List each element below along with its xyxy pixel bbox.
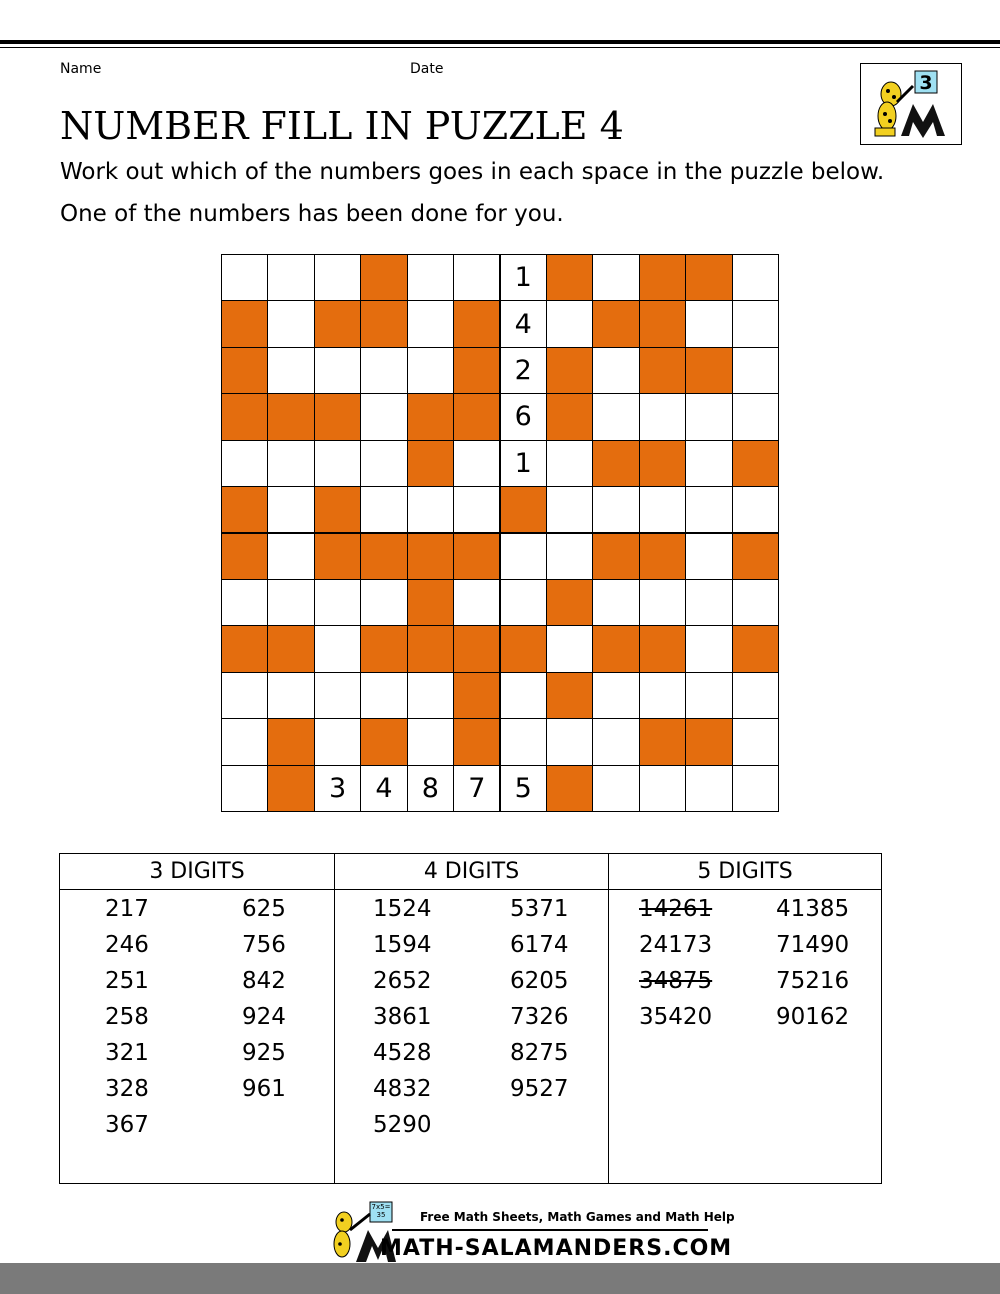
filled-digit-cell[interactable]: 7 (453, 765, 500, 812)
list-number: 71490 (776, 932, 850, 958)
puzzle-cell[interactable] (592, 672, 639, 719)
blocked-cell (732, 533, 779, 580)
puzzle-cell[interactable] (407, 254, 454, 301)
blocked-cell (267, 765, 314, 812)
puzzle-cell[interactable] (732, 254, 779, 301)
blocked-cell (639, 718, 686, 765)
puzzle-cell[interactable] (685, 625, 732, 672)
list-number: 35420 (639, 1004, 713, 1030)
blocked-cell (453, 625, 500, 672)
puzzle-cell[interactable] (732, 347, 779, 394)
list-number: 625 (242, 896, 286, 922)
instruction-line-1: Work out which of the numbers goes in each space in the puzzle below. (60, 159, 885, 185)
puzzle-cell[interactable] (685, 765, 732, 812)
puzzle-cell[interactable] (221, 718, 268, 765)
list-number: 924 (242, 1004, 286, 1030)
puzzle-cell[interactable] (267, 672, 314, 719)
puzzle-cell[interactable] (453, 440, 500, 487)
blocked-cell (360, 533, 407, 580)
footer-rule (392, 1229, 708, 1231)
blocked-cell (314, 300, 361, 347)
name-label: Name (60, 61, 102, 77)
blocked-cell (407, 533, 454, 580)
list-number: 90162 (776, 1004, 850, 1030)
puzzle-cell[interactable] (267, 579, 314, 626)
blocked-cell (360, 718, 407, 765)
list-heading: 4 DIGITS (335, 854, 608, 890)
list-number: 756 (242, 932, 286, 958)
puzzle-cell[interactable] (546, 440, 593, 487)
puzzle-cell[interactable] (360, 347, 407, 394)
blocked-cell (685, 254, 732, 301)
puzzle-cell[interactable] (685, 300, 732, 347)
blocked-cell (221, 300, 268, 347)
blocked-cell (221, 533, 268, 580)
footer-tagline: Free Math Sheets, Math Games and Math Help (420, 1210, 735, 1224)
list-number: 217 (105, 896, 149, 922)
list-number: 41385 (776, 896, 850, 922)
list-number: 7326 (510, 1004, 569, 1030)
list-number: 3861 (373, 1004, 432, 1030)
blocked-cell (500, 625, 547, 672)
filled-digit-cell[interactable]: 8 (407, 765, 454, 812)
blocked-cell (639, 347, 686, 394)
list-number: 961 (242, 1076, 286, 1102)
list-number-used: 14261 (639, 896, 713, 922)
blocked-cell (453, 718, 500, 765)
puzzle-cell[interactable] (546, 300, 593, 347)
puzzle-cell[interactable] (732, 765, 779, 812)
puzzle-cell[interactable] (592, 765, 639, 812)
blocked-cell (546, 347, 593, 394)
blocked-cell (453, 300, 500, 347)
puzzle-cell[interactable] (500, 672, 547, 719)
puzzle-cell[interactable] (732, 579, 779, 626)
blocked-cell (546, 393, 593, 440)
puzzle-cell[interactable] (267, 486, 314, 533)
list-number: 842 (242, 968, 286, 994)
puzzle-cell[interactable] (592, 347, 639, 394)
filled-digit-cell[interactable]: 5 (500, 765, 547, 812)
list-number: 2652 (373, 968, 432, 994)
blocked-cell (407, 393, 454, 440)
instruction-line-2: One of the numbers has been done for you. (60, 201, 564, 227)
puzzle-cell[interactable] (546, 533, 593, 580)
puzzle-cell[interactable] (732, 718, 779, 765)
blocked-cell (221, 347, 268, 394)
puzzle-cell[interactable] (407, 718, 454, 765)
blocked-cell (407, 440, 454, 487)
puzzle-cell[interactable] (685, 486, 732, 533)
list-number: 258 (105, 1004, 149, 1030)
list-heading: 5 DIGITS (609, 854, 881, 890)
list-number: 9527 (510, 1076, 569, 1102)
puzzle-cell[interactable] (360, 672, 407, 719)
blocked-cell (267, 718, 314, 765)
puzzle-cell[interactable] (732, 393, 779, 440)
blocked-cell (360, 254, 407, 301)
list-number: 75216 (776, 968, 850, 994)
puzzle-cell[interactable] (453, 254, 500, 301)
grade-number: 3 (919, 72, 933, 94)
list-number-used: 34875 (639, 968, 713, 994)
puzzle-cell[interactable] (314, 440, 361, 487)
puzzle-cell[interactable] (407, 300, 454, 347)
puzzle-cell[interactable] (592, 393, 639, 440)
puzzle-cell[interactable] (221, 672, 268, 719)
puzzle-cell[interactable] (546, 718, 593, 765)
puzzle-cell[interactable] (314, 718, 361, 765)
list-number: 5290 (373, 1112, 432, 1138)
puzzle-cell[interactable] (639, 486, 686, 533)
puzzle-cell[interactable] (221, 254, 268, 301)
blocked-cell (685, 718, 732, 765)
salamander-logo-icon (861, 64, 961, 144)
list-number: 6205 (510, 968, 569, 994)
blocked-cell (314, 393, 361, 440)
puzzle-cell[interactable] (732, 486, 779, 533)
footer-logo-equation: 7x5= 35 (371, 1203, 391, 1219)
blocked-cell (267, 625, 314, 672)
grade-logo (860, 63, 962, 145)
blocked-cell (453, 533, 500, 580)
puzzle-cell[interactable] (267, 533, 314, 580)
list-number: 321 (105, 1040, 149, 1066)
puzzle-cell[interactable] (267, 440, 314, 487)
puzzle-cell[interactable] (592, 718, 639, 765)
list-number: 925 (242, 1040, 286, 1066)
puzzle-cell[interactable] (314, 579, 361, 626)
puzzle-cell[interactable] (732, 672, 779, 719)
puzzle-cell[interactable] (314, 347, 361, 394)
list-number: 1524 (373, 896, 432, 922)
footer-brand: MATH-SALAMANDERS.COM (380, 1236, 733, 1261)
blocked-cell (221, 486, 268, 533)
filled-digit-cell[interactable]: 6 (500, 393, 547, 440)
top-rule-thin (0, 47, 1000, 48)
list-number: 8275 (510, 1040, 569, 1066)
blocked-cell (453, 347, 500, 394)
blocked-cell (639, 533, 686, 580)
puzzle-cell[interactable] (685, 440, 732, 487)
list-number: 1594 (373, 932, 432, 958)
filled-digit-cell[interactable]: 4 (360, 765, 407, 812)
blocked-cell (221, 625, 268, 672)
puzzle-grid (221, 254, 778, 811)
blocked-cell (500, 486, 547, 533)
puzzle-cell[interactable] (500, 718, 547, 765)
puzzle-cell[interactable] (407, 486, 454, 533)
blocked-cell (221, 393, 268, 440)
puzzle-cell[interactable] (221, 440, 268, 487)
blocked-cell (639, 440, 686, 487)
puzzle-cell[interactable] (221, 579, 268, 626)
puzzle-cell[interactable] (732, 300, 779, 347)
blocked-cell (546, 672, 593, 719)
blocked-cell (546, 765, 593, 812)
puzzle-cell[interactable] (360, 393, 407, 440)
list-number: 367 (105, 1112, 149, 1138)
filled-digit-cell[interactable]: 1 (500, 254, 547, 301)
blocked-cell (453, 393, 500, 440)
blocked-cell (592, 300, 639, 347)
list-number: 251 (105, 968, 149, 994)
blocked-cell (639, 254, 686, 301)
blocked-cell (267, 393, 314, 440)
date-label: Date (410, 61, 444, 77)
filled-digit-cell[interactable]: 2 (500, 347, 547, 394)
puzzle-cell[interactable] (685, 579, 732, 626)
puzzle-cell[interactable] (685, 533, 732, 580)
blocked-cell (546, 579, 593, 626)
puzzle-cell[interactable] (453, 579, 500, 626)
puzzle-cell[interactable] (360, 579, 407, 626)
list-heading: 3 DIGITS (60, 854, 334, 890)
puzzle-cell[interactable] (314, 672, 361, 719)
blocked-cell (592, 533, 639, 580)
puzzle-cell[interactable] (500, 533, 547, 580)
puzzle-cell[interactable] (639, 579, 686, 626)
puzzle-cell[interactable] (267, 300, 314, 347)
blocked-cell (639, 625, 686, 672)
filled-digit-cell[interactable]: 3 (314, 765, 361, 812)
blocked-cell (360, 625, 407, 672)
puzzle-cell[interactable] (685, 672, 732, 719)
list-number: 4528 (373, 1040, 432, 1066)
puzzle-cell[interactable] (407, 347, 454, 394)
blocked-cell (546, 254, 593, 301)
puzzle-cell[interactable] (314, 625, 361, 672)
puzzle-cell[interactable] (592, 254, 639, 301)
filled-digit-cell[interactable]: 4 (500, 300, 547, 347)
list-number: 24173 (639, 932, 713, 958)
puzzle-cell[interactable] (546, 625, 593, 672)
puzzle-cell[interactable] (267, 347, 314, 394)
puzzle-cell[interactable] (407, 672, 454, 719)
list-5-digits (608, 854, 881, 1183)
puzzle-cell[interactable] (500, 579, 547, 626)
filled-digit-cell[interactable]: 1 (500, 440, 547, 487)
page-title: NUMBER FILL IN PUZZLE 4 (60, 104, 624, 148)
blocked-cell (732, 625, 779, 672)
blocked-cell (407, 579, 454, 626)
blocked-cell (592, 625, 639, 672)
blocked-cell (314, 486, 361, 533)
list-number: 328 (105, 1076, 149, 1102)
number-list-table (59, 853, 882, 1184)
blocked-cell (685, 347, 732, 394)
blocked-cell (732, 440, 779, 487)
puzzle-cell[interactable] (592, 579, 639, 626)
list-number: 5371 (510, 896, 569, 922)
puzzle-cell[interactable] (639, 765, 686, 812)
blocked-cell (407, 625, 454, 672)
puzzle-cell[interactable] (360, 486, 407, 533)
blocked-cell (639, 300, 686, 347)
blocked-cell (592, 440, 639, 487)
list-3-digits (60, 854, 334, 1183)
puzzle-cell[interactable] (360, 440, 407, 487)
puzzle-cell[interactable] (453, 486, 500, 533)
list-4-digits (334, 854, 608, 1183)
blocked-cell (360, 300, 407, 347)
puzzle-cell[interactable] (267, 254, 314, 301)
list-number: 4832 (373, 1076, 432, 1102)
puzzle-cell[interactable] (546, 486, 593, 533)
blocked-cell (314, 533, 361, 580)
puzzle-cell[interactable] (639, 672, 686, 719)
puzzle-cell[interactable] (314, 254, 361, 301)
list-number: 6174 (510, 932, 569, 958)
top-rule (0, 40, 1000, 44)
puzzle-cell[interactable] (221, 765, 268, 812)
list-number: 246 (105, 932, 149, 958)
puzzle-cell[interactable] (592, 486, 639, 533)
blocked-cell (453, 672, 500, 719)
puzzle-cell[interactable] (685, 393, 732, 440)
puzzle-cell[interactable] (639, 393, 686, 440)
bottom-bar (0, 1263, 1000, 1294)
